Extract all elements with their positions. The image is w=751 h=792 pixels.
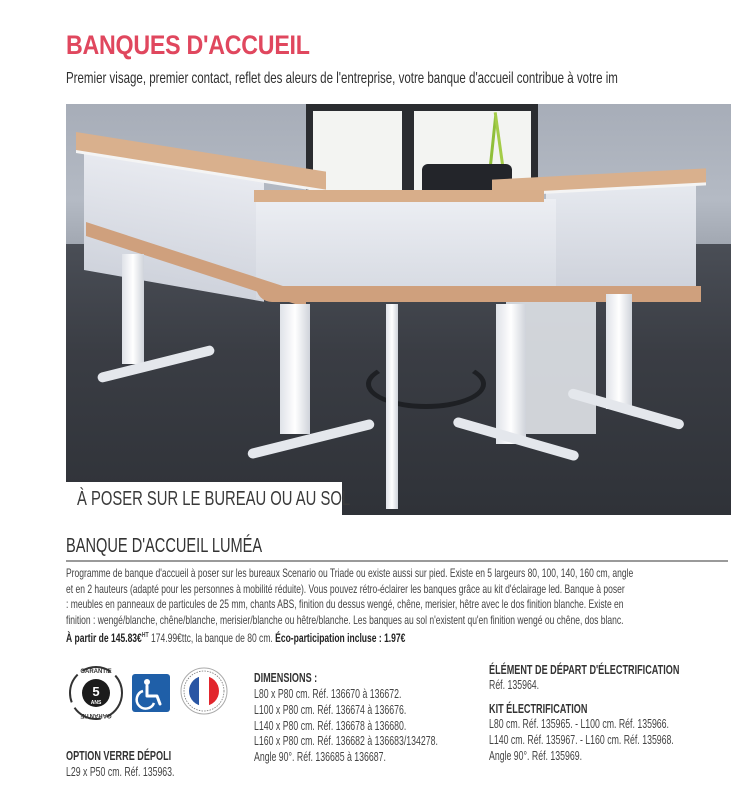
electrification-block [489,662,751,765]
dimension-line: L160 x P80 cm. Réf. 136682 à 136683/134278. [254,734,438,749]
dimensions-block [254,670,517,766]
page-title: BANQUES D'ACCUEIL [66,30,310,60]
photo-window-mullion [402,104,414,194]
electrification-element-ref: Réf. 135964. [489,678,540,692]
description-line: et en 2 hauteurs (adapté pour les personnes à mobilité réduite). Vous pouvez rétro-éclairer les banques grâce au kit d'éclairage led. Banque à poser [66,582,625,596]
eco-participation: Éco-participation incluse : 1.97€ [275,632,406,646]
desk-leg [496,304,526,444]
dimension-line: L80 x P80 cm. Réf. 136670 à 136672. [254,687,402,701]
dimension-line: Angle 90°. Réf. 136685 à 136687. [254,750,386,765]
electrification-element-title: ÉLÉMENT DE DÉPART D'ÉLECTRIFICATION [489,662,680,677]
price-ht: HT [141,632,149,640]
desk-leg [122,254,144,364]
product-photo [66,104,731,515]
product-title: BANQUE D'ACCUEIL LUMÉA [66,535,263,557]
description-line: Programme de banque d'accueil à poser sur les bureaux Scenario ou Triade ou existe aussi sur pied. Existe en 5 largeurs 80, 100, 140, 160 cm, angle [66,567,634,580]
price-ttc: 174.99€ttc, la banque de 80 cm. [148,632,276,646]
photo-chair-base [366,359,486,409]
electrification-kit-title: KIT ÉLECTRIFICATION [489,701,588,716]
electrification-kit-line: L80 cm. Réf. 135965. - L100 cm. Réf. 135966. [489,717,669,731]
price-from: À partir de 145.83€ [66,632,142,646]
made-in-france-icon [179,666,229,716]
desk-top-center [254,190,544,202]
warranty-5-years-icon [67,664,125,722]
dimension-line: L140 x P80 cm. Réf. 136678 à 136680. [254,718,407,733]
electrification-kit-line: Angle 90°. Réf. 135969. [489,749,583,763]
description-line: finition : wengé/blanche, chêne/blanche, merisier/blanche ou hêtre/blanche. Les banques au sol n'existent qu'en finition wengé ou chêne, dos blanc. [66,613,624,627]
page-subtitle: Premier visage, premier contact, reflet des aleurs de l'entreprise, votre banque d'accueil contribue à votre im [66,70,618,87]
photo-caption-text: À POSER SUR LE BUREAU OU AU SOL [77,488,351,510]
desk-worktop-right [256,286,701,302]
svg-text:GARANTIE: GARANTIE [80,712,112,718]
accessibility-icon [132,674,170,712]
price-line [66,628,728,646]
description-line: : meubles en panneaux de particules de 25 mm, chants ABS, finition du dessus wengé, chêne, merisier, hêtre avec le dos finition blanche. Existe en [66,598,624,612]
svg-text:ANS: ANS [90,700,102,706]
desk-leg [606,294,632,409]
title-underline [66,560,728,562]
desk-leg [386,304,398,509]
dimension-line: L100 x P80 cm. Réf. 136674 à 136676. [254,702,407,717]
electrification-kit-line: L140 cm. Réf. 135967. - L160 cm. Réf. 135968. [489,733,674,747]
option-text: L29 x P50 cm. Réf. 135963. [66,765,175,779]
svg-text:GARANTIE: GARANTIE [80,669,112,675]
dimensions-title: DIMENSIONS : [254,670,318,685]
desk-panel-center [256,199,556,299]
product-description [66,566,728,647]
desk-leg [280,304,310,434]
svg-text:5: 5 [92,684,100,699]
desk-panel-right [546,184,696,294]
option-title: OPTION VERRE DÉPOLI [66,748,172,763]
photo-caption [66,482,351,515]
